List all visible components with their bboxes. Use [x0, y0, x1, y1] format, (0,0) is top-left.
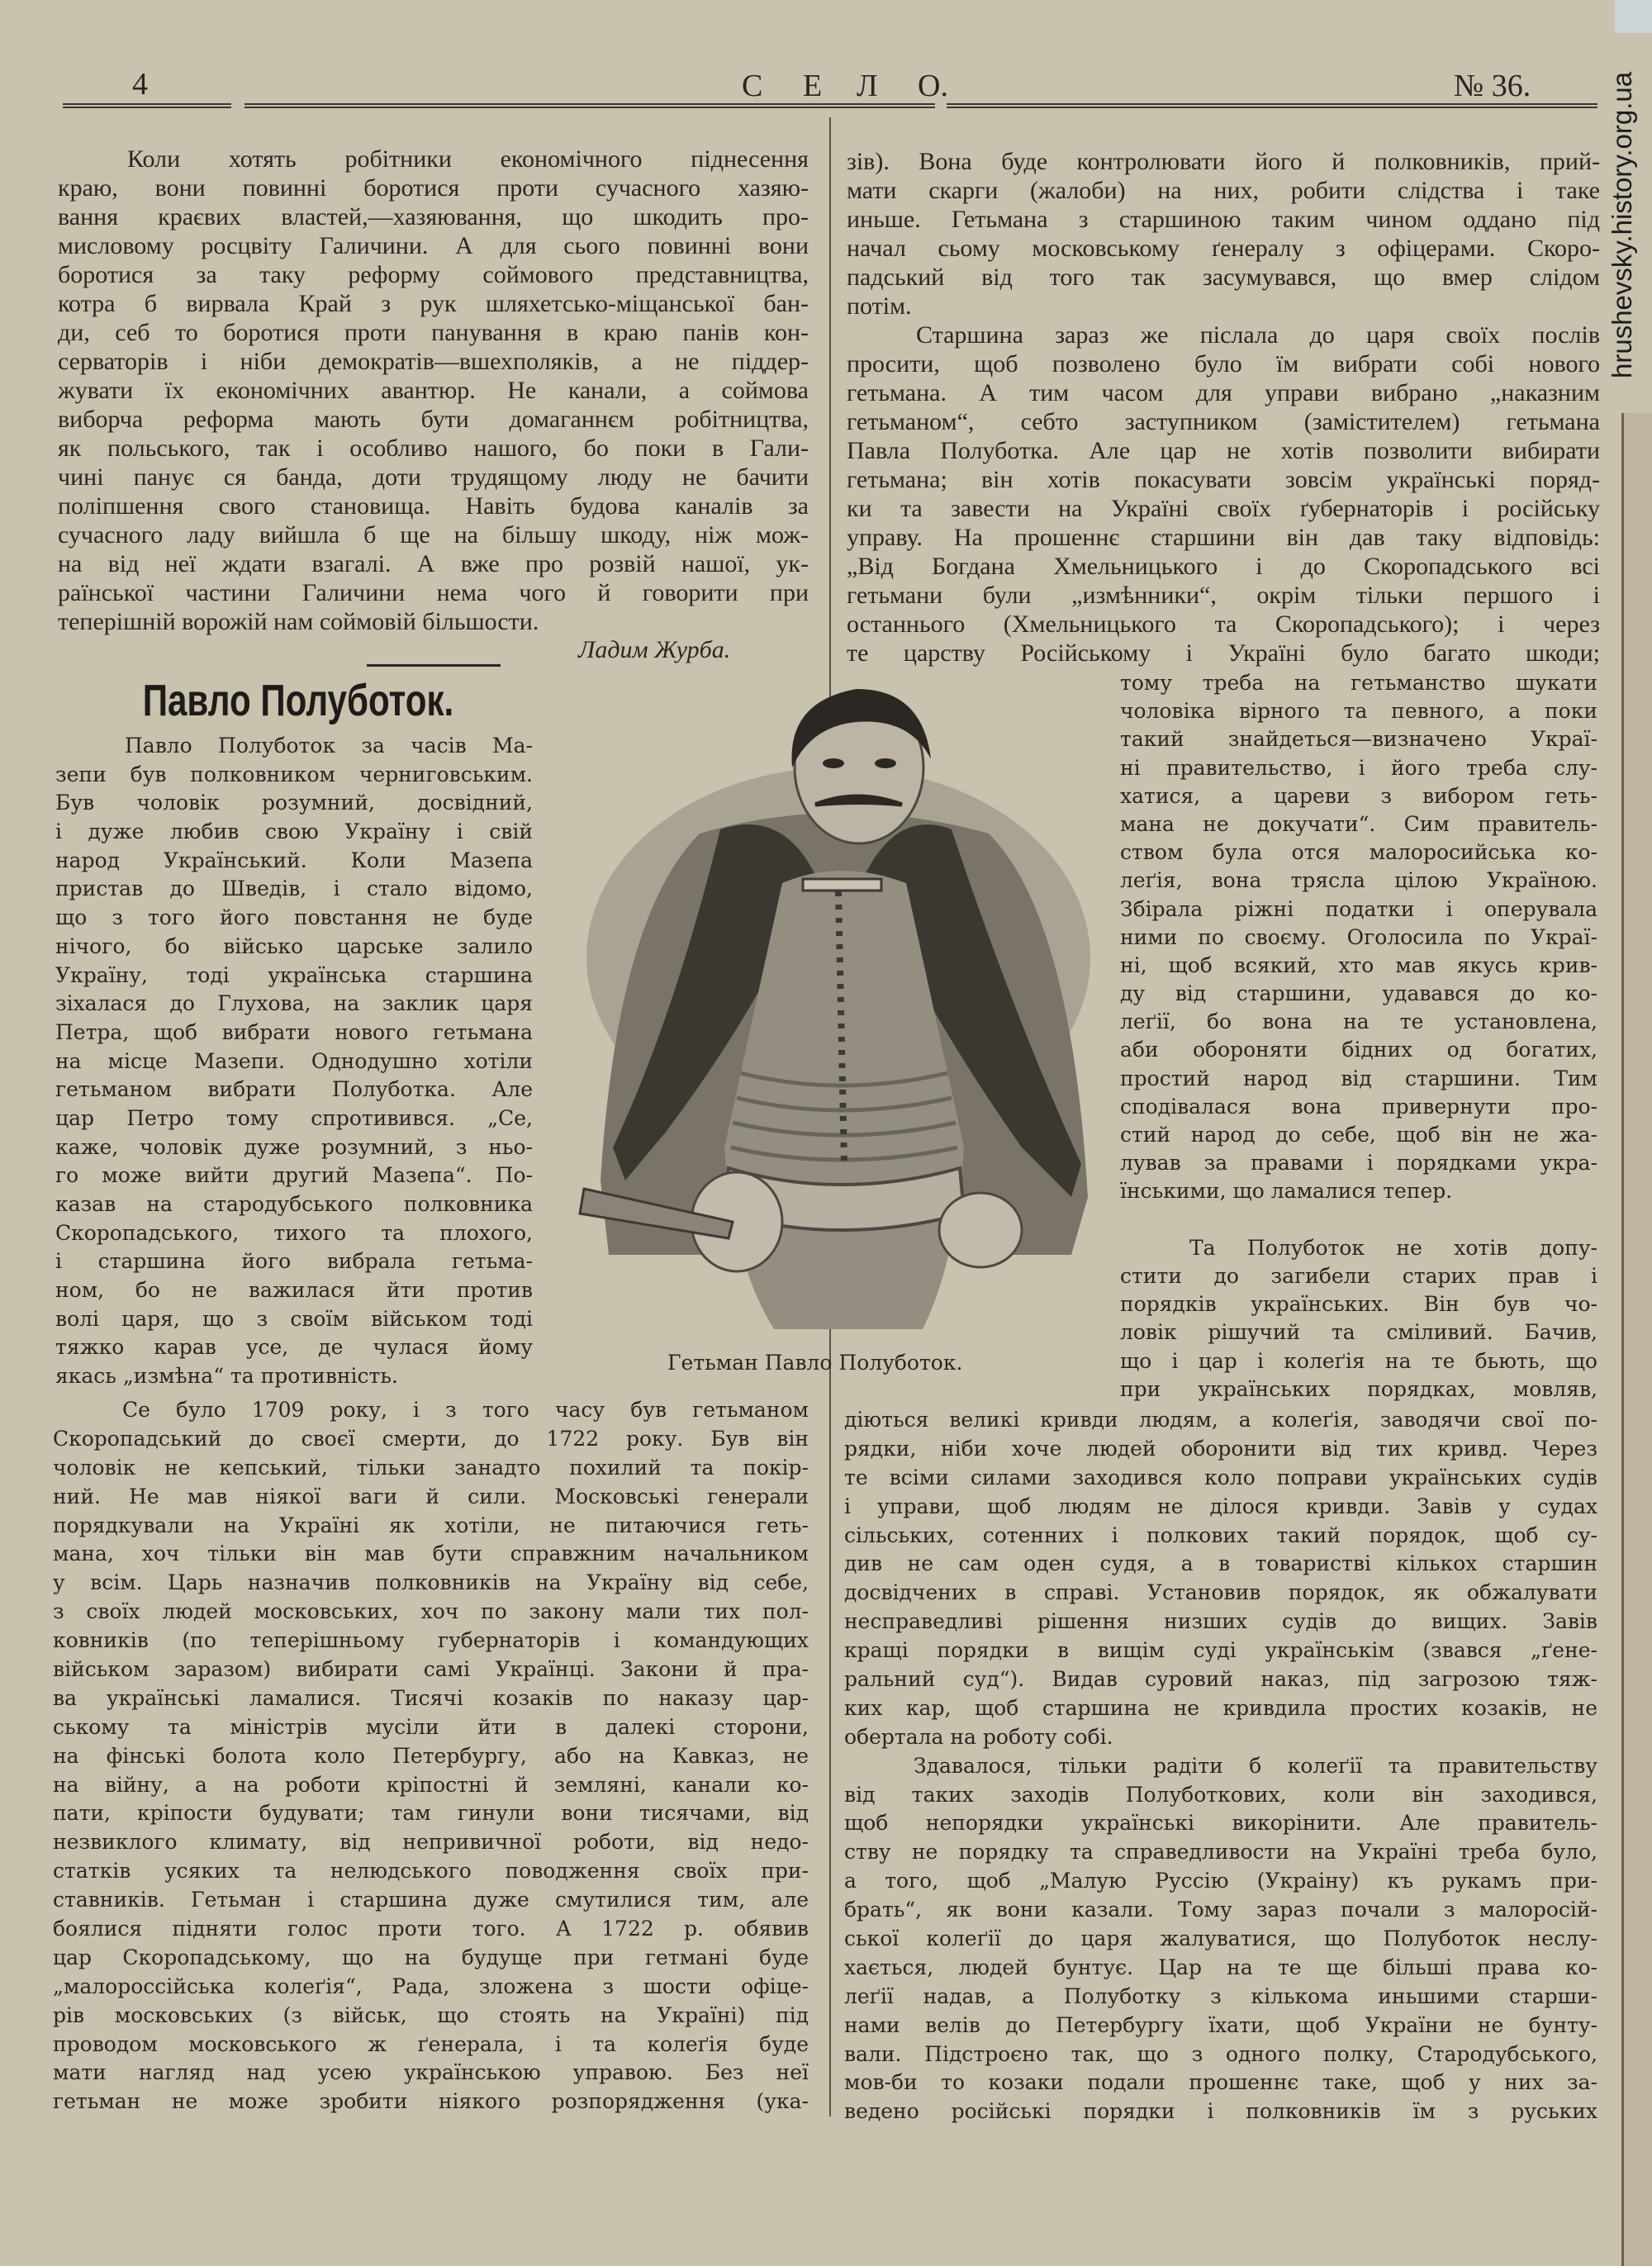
text-line: сучасного ладу вийшла б ще на більшу шкоду, ніж мож- — [58, 521, 809, 549]
text-line: обертала на роботу собі. — [844, 1724, 1113, 1749]
eye — [823, 758, 844, 768]
article-column-left-bottom — [53, 1396, 809, 2116]
eye — [875, 758, 896, 768]
text-line: леґії надав, а Полуботку з кількома иньшими старши- — [844, 1983, 1597, 2008]
hand-right — [939, 1193, 1022, 1267]
text-line: вання краєвих властей,—хазяювання, що шкодить про- — [58, 203, 809, 230]
text-line: на війну, а на роботи кріпостні й земляні, канали ко- — [53, 1772, 809, 1797]
text-line: ловік рішучий та сміливий. Бачив, — [1120, 1320, 1597, 1345]
text-line: тому треба на гетьманство шукати — [1120, 671, 1597, 695]
text-line: Та Полуботок не хотів допу- — [1189, 1235, 1597, 1260]
text-line: на місце Мазепи. Однодушно хотіли — [55, 1048, 533, 1073]
text-line: статків усяких та нелюдського поводження своїх при- — [53, 1859, 809, 1884]
paragraph — [844, 1752, 1597, 2127]
paragraph — [1120, 1234, 1597, 1404]
text-line: чині панує ся банда, доти трудящому люду не бачити — [58, 463, 809, 491]
text-line: ковників (по теперішньому губернаторів і командующих — [53, 1628, 809, 1653]
article-column-right-narrow — [1120, 669, 1597, 1404]
text-line: казав на стародубського полковника — [55, 1192, 533, 1216]
text-line: якась „измѣна“ та противність. — [55, 1364, 398, 1389]
text-line: рів московських (з військ, що стоять на Україні) під — [53, 2002, 809, 2027]
text-line: а того, щоб „Малую Руссію (Украіну) къ рукамъ при- — [844, 1869, 1597, 1893]
text-line: військом заразом) вибирати самі Українці. Закони й пра- — [53, 1657, 809, 1682]
text-line: див не сам оден судя, а в товаристві кількох старшин — [844, 1551, 1597, 1576]
text-line: щоб непорядки українські викорінити. Але правитель- — [844, 1811, 1597, 1836]
masthead-letter: Е — [803, 69, 823, 103]
text-line: зепи був полковником черниговським. — [55, 762, 533, 786]
text-line: ральний суд“). Видав суровий наказ, під загрозою тяж- — [844, 1667, 1597, 1692]
page-margin-strip — [1624, 413, 1652, 2266]
text-line: тяжко карав усе, де чулася йому — [55, 1335, 533, 1360]
scan-corner — [1615, 0, 1652, 33]
text-line: поліпшення свого становища. Навіть будова каналів за — [58, 492, 809, 520]
text-line: боротися за таку реформу соймового представництва, — [58, 261, 809, 288]
text-line: ких кар, щоб старшина не кривдила простих козаків, не — [844, 1695, 1597, 1720]
text-line: леґії, бо вона на те установлена, — [1120, 1009, 1597, 1034]
text-line: ні, щоб всякий, хто мав якусь крив- — [1120, 952, 1597, 977]
text-line: гетьман не може зробити ніякого розпорядження (ука- — [53, 2089, 809, 2114]
text-line: на фінські болота коло Петербургу, або на Кавказ, не — [53, 1743, 809, 1768]
masthead-letter: С — [742, 69, 763, 103]
text-line: теперішній ворожій нам соймовій більшости. — [58, 608, 539, 635]
text-line: чоловік не кепський, тільки занадто похилий та покір- — [53, 1455, 809, 1480]
text-line: що і цар і колеґія на те бьють, що — [1120, 1348, 1597, 1373]
text-line: вали. Підстроєно так, що з одного полку, Стародубського, — [844, 2041, 1597, 2066]
text-line: такий знайдеться—визначено Украї- — [1120, 727, 1597, 752]
text-line: Був чоловік розумний, досвідний, — [55, 791, 533, 815]
author-signature: Ладим Журба. — [578, 636, 731, 663]
text-line: падський від того так засумувався, що вмер слідом — [847, 264, 1600, 291]
text-line: у всім. Царь назначив полковників на Україну від себе, — [53, 1570, 809, 1595]
text-line: зів). Вона буде контролювати його й полковників, прий- — [847, 148, 1600, 175]
text-line: ними по своєму. Оголосила по Украї- — [1120, 924, 1597, 949]
text-line: волі царя, що з своїм військом тоді — [55, 1306, 533, 1331]
text-line: начал сьому московському ґенералу з офіцерами. Скоро- — [847, 235, 1600, 262]
text-line: пристав до Шведів, і стало відомо, — [55, 876, 533, 901]
text-line: що з того його повстання не буде — [55, 905, 533, 930]
paragraph — [53, 1396, 809, 2116]
text-line: ської колеґії до царя жалуватися, що Полуботок неслу- — [844, 1926, 1597, 1951]
clasp — [803, 879, 881, 891]
text-line: порядків українських. Він був чо- — [1120, 1292, 1597, 1317]
text-line: Коли хотять робітники економічного піднесення — [127, 145, 809, 173]
masthead-letter: О. — [918, 69, 948, 103]
text-line: „Від Богдана Хмельницького і до Скоропадського всі — [847, 553, 1600, 580]
text-line: ведено російські порядки і полковників їм з руських — [844, 2099, 1597, 2124]
article-column-right-top — [847, 147, 1600, 667]
text-line: ставників. Гетьман і старшина дуже смутилися тим, але — [53, 1888, 809, 1912]
text-line: „малороссійська колеґія“, Рада, зложена з шости офіце- — [53, 1974, 809, 1998]
watermark: hrushevsky.history.org.ua — [1607, 71, 1637, 379]
text-line: Україну, тоді українська старшина — [55, 962, 533, 987]
text-line: їнськими, що ламалися тепер. — [1120, 1179, 1453, 1204]
text-line: і управи, щоб людям не ділося кривди. Завів у судах — [844, 1494, 1597, 1518]
text-line: ському та міністрів мусіли йти в далекі сторони, — [53, 1714, 809, 1739]
text-line: мати нагляд над усею українською управою. Без неї — [53, 2060, 809, 2085]
text-line: Петра, щоб вибрати нового гетьмана — [55, 1019, 533, 1044]
text-line: потім. — [847, 292, 912, 320]
text-line: гетьманом вибрати Полуботка. Але — [55, 1077, 533, 1102]
text-line: леґія, вона трясла цілою Україною. — [1120, 868, 1597, 893]
text-line: проводом московського ж ґенерала, і та колеґія буде — [53, 2031, 809, 2056]
text-line: сільських, сотенних і полкових такий порядок, щоб су- — [844, 1523, 1597, 1547]
text-line: Се було 1709 року, і з того часу був гетьманом — [122, 1398, 809, 1422]
text-line: ні правительство, і його треба слу- — [1120, 755, 1597, 780]
text-line: кращі порядки в вищім суді українськім (звався „ґене- — [844, 1638, 1597, 1663]
paragraph — [55, 732, 533, 1391]
portrait-caption: Гетьман Павло Полуботок. — [667, 1351, 963, 1375]
text-line: ва українські ламалися. Тисячі козаків по наказу цар- — [53, 1685, 809, 1710]
text-line: Скоропадський до своєї смерти, до 1722 року. Був він — [53, 1426, 809, 1451]
text-line: Старшина зараз же післала до царя своїх послів — [916, 321, 1600, 349]
text-line: з своїх людей московських, хоч по закону мали тих пол- — [53, 1599, 809, 1624]
text-line: на від неї ждати взагалі. А вже про розвій нашої, ук- — [58, 550, 809, 577]
text-line: мана, хоч тільки він мав бути справжним начальником — [53, 1542, 809, 1566]
text-line: Павла Полуботка. Але цар не хотів позволити вибирати — [847, 437, 1600, 464]
text-line: незвиклого климату, від непривичної роботи, від недо- — [53, 1830, 809, 1855]
text-line: цар Скоропадському, що на будуще при гетмані буде — [53, 1945, 809, 1969]
article-column-right-bottom — [844, 1406, 1597, 2126]
text-line: мана не докучати“. Сим правитель- — [1120, 811, 1597, 836]
paragraph — [58, 145, 809, 636]
text-line: діються великі кривди людям, а колеґія, заводячи свої по- — [844, 1408, 1597, 1432]
text-line: го може вийти другий Мазепа“. По- — [55, 1163, 533, 1188]
text-line: хатися, а цареви з вибором геть- — [1120, 783, 1597, 808]
text-line: ством була отся малоросийська ко- — [1120, 840, 1597, 865]
text-line: те царству Російському і Україні було багато шкоди; — [847, 639, 1600, 667]
text-line: зіхалася до Глухова, на заклик царя — [55, 991, 533, 1016]
text-line: мати скарги (жалоби) на них, робити слідства і таке — [847, 177, 1600, 204]
text-line: при українських порядках, мовляв, — [1120, 1376, 1597, 1401]
text-line: досвідчених в справі. Установив порядок, як обжалувати — [844, 1580, 1597, 1605]
article-title: Павло Полуботок. — [142, 676, 454, 725]
text-line: Збірала ріжні податки і оперувала — [1120, 896, 1597, 921]
text-line: Здавалося, тільки радіти б колеґії та правительству — [914, 1753, 1597, 1778]
text-line: мов-би то козаки подали прошеннє таке, щоб у них за- — [844, 2070, 1597, 2095]
text-line: хається, людей бунтує. Цар на те ще більші права ко- — [844, 1955, 1597, 1979]
text-line: цар Петро тому спротивився. „Се, — [55, 1105, 533, 1130]
text-line: стити до загибели старих прав і — [1120, 1263, 1597, 1288]
text-line: краю, вони повинні боротися проти сучасного хазяю- — [58, 174, 809, 202]
text-line: стий народ до себе, щоб він не жа- — [1120, 1123, 1597, 1147]
text-line: пати, кріпости будувати; там гинули вони тисячами, від — [53, 1801, 809, 1826]
text-line: аби обороняти бідних од богатих, — [1120, 1038, 1597, 1062]
header-rule — [947, 103, 1597, 108]
issue-number: № 36. — [1454, 69, 1531, 103]
text-line: гетьманом“, себто заступником (замістителем) гетьмана — [847, 408, 1600, 435]
text-line: каже, чоловік дуже розумний, з ньо- — [55, 1134, 533, 1159]
text-line: чоловіка вірного та певного, а поки — [1120, 699, 1597, 724]
text-line: і дуже любив свою Україну і свій — [55, 819, 533, 844]
text-line: рядки, ніби хоче людей оборонити від тих кривд. Через — [844, 1436, 1597, 1461]
text-line: народ Український. Коли Мазепа — [55, 848, 533, 872]
text-line: гетьмани були „измѣнники“, окрім тільки першого і — [847, 582, 1600, 609]
paragraph — [844, 1406, 1597, 1752]
text-line: раїнської частини Галичини нема чого й говорити при — [58, 579, 809, 606]
page-number: 4 — [132, 67, 148, 102]
text-line: останнього (Хмельницького та Скоропадського); і через — [847, 610, 1600, 638]
text-line: те всіми силами заходився коло поправи українських судів — [844, 1465, 1597, 1489]
text-line: управу. На прошеннє старшини він дав таку відповідь: — [847, 524, 1600, 551]
text-line: нами велів до Петербургу їхати, щоб України не бунту- — [844, 2012, 1597, 2037]
article-ending-left — [58, 145, 809, 636]
text-line: мисловому росцвіту Галичини. А для сього повинні вони — [58, 232, 809, 259]
text-line: від таких заходів Полуботкових, коли він заходився, — [844, 1782, 1597, 1807]
text-line: лував за правами і порядками укра- — [1120, 1151, 1597, 1176]
text-line: ду від старшини, удавався до ко- — [1120, 981, 1597, 1006]
text-line: ди, себ то боротися проти панування в краю панів кон- — [58, 319, 809, 346]
text-line: і старшина його вибрала гетьма- — [55, 1249, 533, 1274]
header-rule — [63, 103, 231, 108]
text-line: просити, щоб позволено було їм вибрати собі нового — [847, 350, 1600, 378]
text-line: брать“, як вони казали. Тому зараз почали з малоросій- — [844, 1898, 1597, 1922]
masthead-letter: Л — [857, 69, 878, 103]
text-line: ном, бо не важилася йти против — [55, 1278, 533, 1303]
text-line: жувати їх економічних авантюр. Не канали, а соймова — [58, 377, 809, 404]
text-line: простий народ від старшини. Тим — [1120, 1066, 1597, 1090]
text-line: ки та завести на Україні своїх ґубернаторів і російську — [847, 495, 1600, 522]
text-line: боялися підняти голос проти того. А 1722 р. обявив — [53, 1917, 809, 1941]
paragraph — [847, 147, 1600, 321]
article-separator — [367, 664, 501, 667]
text-line: порядкували на Україні як хотіли, не питаючися геть- — [53, 1513, 809, 1537]
text-line: котра б вирвала Край з рук шляхетсько-міщанської бан- — [58, 290, 809, 317]
paragraph-gap — [1120, 1206, 1597, 1234]
portrait-engraving — [576, 685, 1099, 1334]
text-line: як польського, так і особливо нашого, бо поки в Гали- — [58, 435, 809, 462]
paragraph — [1120, 669, 1597, 1206]
text-line: Скоропадського, тихого та плохого, — [55, 1220, 533, 1245]
text-line: гетьмана; він хотів покасувати зовсім українські поряд- — [847, 466, 1600, 493]
text-line: виборча реформа мають бути домаганнєм робітництва, — [58, 406, 809, 433]
text-line: Павло Полуботок за часів Ма- — [125, 734, 533, 758]
text-line: ний. Не мав ніякої ваги й сили. Московські генерали — [53, 1484, 809, 1508]
text-line: ству не порядку та справедливости на Україні треба було, — [844, 1840, 1597, 1865]
paragraph — [847, 321, 1600, 667]
text-line: гетьмана. А тим часом для управи вибрано „наказним — [847, 379, 1600, 406]
text-line: иньше. Гетьмана з старшиною таким чином оддано під — [847, 206, 1600, 233]
text-line: сподівалася вона привернути про- — [1120, 1094, 1597, 1119]
text-line: нічого, бо військо царське залило — [55, 933, 533, 958]
text-line: несправедливі рішення низших судів до вищих. Завів — [844, 1609, 1597, 1634]
article-column-left-narrow — [55, 732, 533, 1391]
header-rule — [244, 103, 935, 108]
text-line: серваторів і ніби демократів—вшехполяків, а не піддер- — [58, 348, 809, 375]
